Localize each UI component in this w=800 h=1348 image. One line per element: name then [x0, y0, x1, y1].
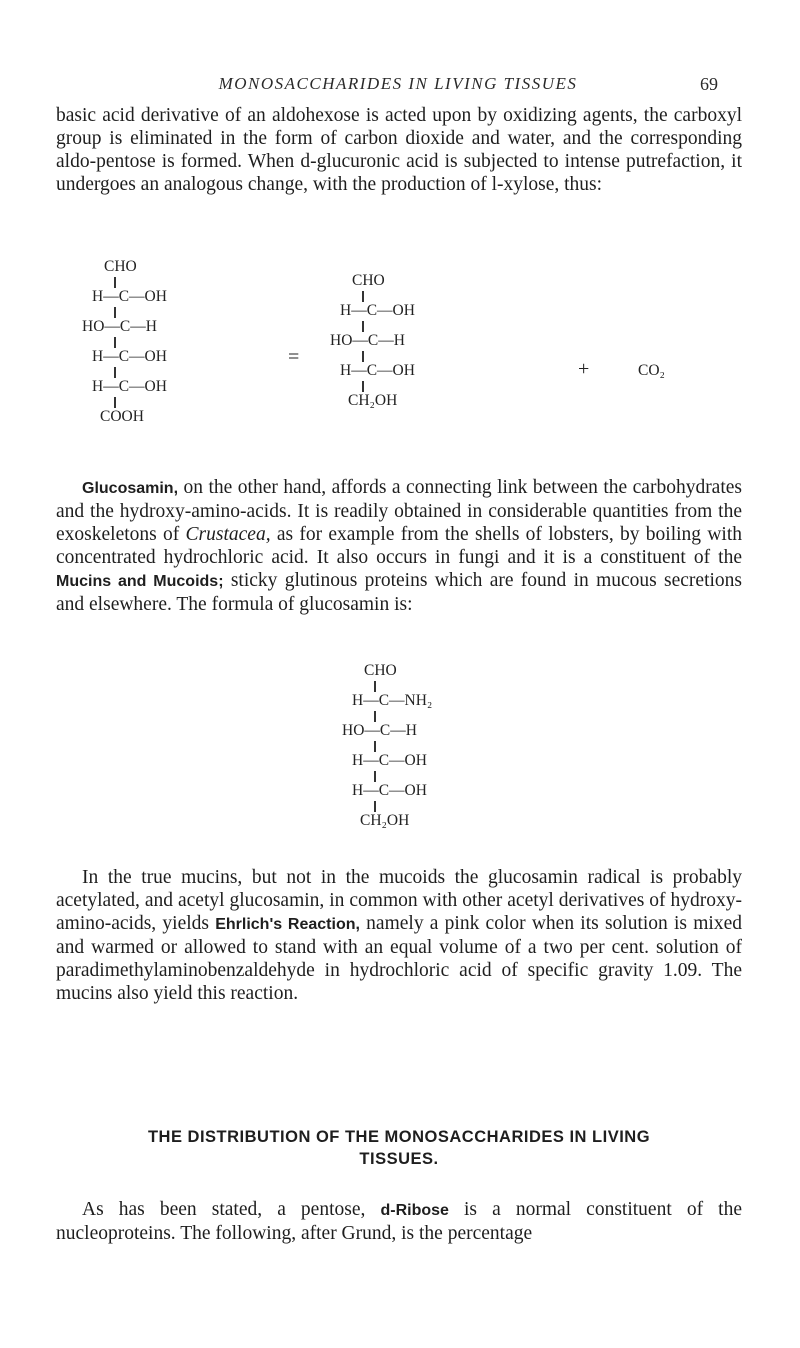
term-crustacea: Crustacea,: [185, 524, 271, 545]
term-d-ribose: d-Ribose: [380, 1202, 449, 1219]
paragraph-glucosamin: Glucosamin, on the other hand, affords a connecting link between the carbohydrates and the hydroxy-amino-acids. It is readily obtained in considerable quantities from the exoskeletons of Crustacea, as for example from the shells of lobsters, by boiling with concentrated hydrochloric acid. It also occurs in fungi and it is a constituent of the Mucins and Mucoids; sticky glutinous proteins which are found in mucous secretions and elsewhere. The formula of glucosamin is:: [56, 477, 743, 615]
formula-row: H—C—NH₂: [352, 692, 433, 709]
formula-row: H—C—OH: [352, 782, 427, 799]
paragraph-aldohexose: basic acid derivative of an aldohexose is acted upon by oxidizing agents, the carboxyl group is eliminated in the form of carbon dioxide and water, and the corresponding aldo-pentose is formed. When d-glucuronic acid is subjected to intense putrefaction, it undergoes an analogous change, with the production of l-xylose, thus:: [56, 105, 742, 195]
paragraph-pentose: As has been stated, a pentose, d-Ribose is a normal constituent of the nucleoproteins. The following, after Grund, is the percentage: [56, 1199, 742, 1244]
formula-row: HO—C—H: [82, 318, 157, 335]
formula-glucuronic-acid: [82, 258, 234, 438]
bond-line: [374, 711, 376, 722]
plus-sign: +: [578, 358, 590, 380]
formula-glucosamin: [342, 662, 514, 842]
formula-row: COOH: [100, 408, 144, 425]
bond-line: [114, 397, 116, 408]
bond-line: [114, 367, 116, 378]
bond-line: [362, 291, 364, 302]
formula-row: CHO: [364, 662, 397, 679]
bond-line: [362, 321, 364, 332]
carbon-dioxide: [638, 362, 665, 380]
formula-xylose: [330, 272, 482, 432]
formula-row: H—C—OH: [352, 752, 427, 769]
term-ehrlich-reaction: Ehrlich's Reaction,: [215, 916, 360, 933]
bond-line: [114, 337, 116, 348]
equals-sign: =: [288, 346, 300, 368]
formula-row: CH₂OH: [360, 812, 410, 829]
formula-row: HO—C—H: [330, 332, 405, 349]
formula-row: CHO: [352, 272, 385, 289]
section-heading-line-2: TISSUES.: [359, 1150, 439, 1168]
bond-line: [374, 771, 376, 782]
bond-line: [374, 801, 376, 812]
formula-row: H—C—OH: [92, 378, 167, 395]
section-heading: [56, 1126, 742, 1170]
page-number: 69: [700, 74, 718, 94]
formula-row: H—C—OH: [340, 302, 415, 319]
bond-line: [362, 381, 364, 392]
formula-row: HO—C—H: [342, 722, 417, 739]
bond-line: [374, 681, 376, 692]
formula-row: H—C—OH: [340, 362, 415, 379]
term-glucosamin: Glucosamin,: [82, 480, 179, 497]
formula-row: H—C—OH: [92, 348, 167, 365]
formula-row: CHO: [104, 258, 137, 275]
term-mucins: Mucins and Mucoids;: [56, 573, 224, 590]
paragraph-mucins: In the true mucins, but not in the mucoids the glucosamin radical is probably acetylated, and acetyl glucosamin, in common with other acetyl derivatives of hydroxy-amino-acids, yields Ehrlich's Reaction, namely a pink color when its solution is mixed and warmed or allowed to stand with an equal volume of a two per cent. solution of paradimethylaminobenzaldehyde in hydrochloric acid of specific gravity 1.09. The mucins also yield this reaction.: [56, 867, 742, 1004]
co2-label: CO₂: [638, 362, 665, 379]
bond-line: [374, 741, 376, 752]
formula-row: CH₂OH: [348, 392, 398, 409]
running-head: MONOSACCHARIDES IN LIVING TISSUES: [218, 74, 578, 93]
bond-line: [114, 307, 116, 318]
bond-line: [362, 351, 364, 362]
formula-row: H—C—OH: [92, 288, 167, 305]
bond-line: [114, 277, 116, 288]
section-heading-line-1: THE DISTRIBUTION OF THE MONOSACCHARIDES IN LIVING: [147, 1128, 651, 1146]
